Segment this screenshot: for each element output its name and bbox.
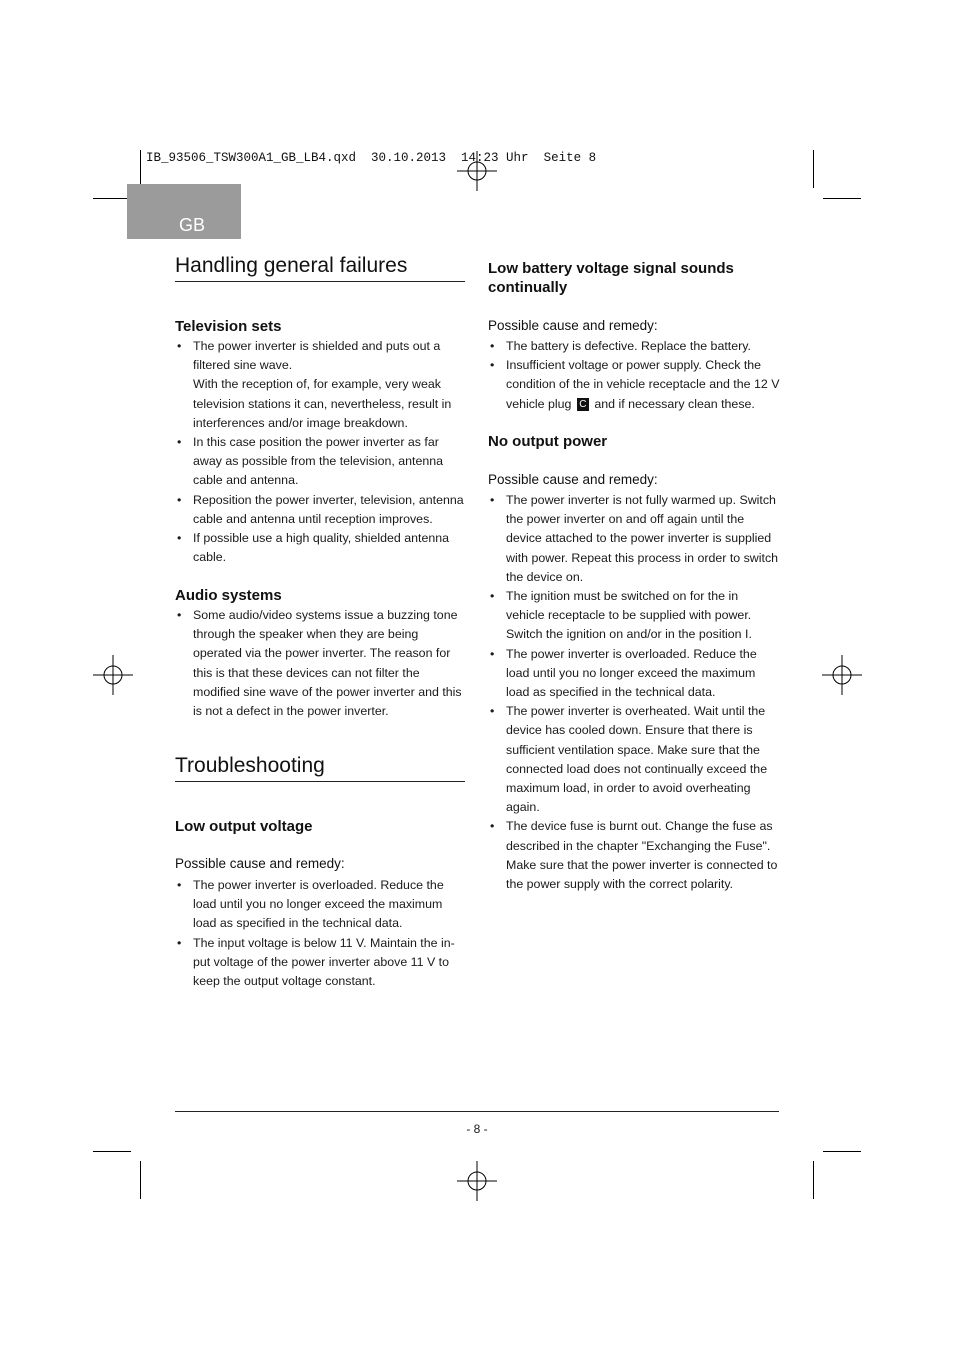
print-slug: IB_93506_TSW300A1_GB_LB4.qxd 30.10.2013 14:23 Uhr Seite 8 xyxy=(146,151,597,165)
no-output-list xyxy=(488,491,780,894)
crop-mark xyxy=(93,198,131,199)
list-item: • Some audio/video systems issue a buzzing tone through the speaker when they are being operated via the power inverter. The reason for this is that these devices can not filter the modified sine wave of the power inverter and this is not a defect in the power inverter. xyxy=(175,606,465,721)
registration-mark-icon xyxy=(93,655,133,695)
crop-mark xyxy=(823,1151,861,1152)
title-underline xyxy=(175,281,465,282)
crop-mark xyxy=(813,1161,814,1199)
crop-mark xyxy=(823,198,861,199)
list-item: • Insufficient voltage or power supply. Check the condition of the in vehicle receptacle and the 12 V vehicle plug C and if necessary clean these. xyxy=(488,356,780,414)
language-tab xyxy=(127,184,241,239)
heading-audio-systems: Audio systems xyxy=(175,587,282,604)
list-item: • The input voltage is below 11 V. Maintain the in-put voltage of the power inverter above 11 V to keep the output voltage constant. xyxy=(175,934,465,992)
section-title-troubleshooting: Troubleshooting xyxy=(175,754,325,777)
crop-mark xyxy=(93,1151,131,1152)
list-item: • The power inverter is overloaded. Reduce the load until you no longer exceed the maximum load as specified in the technical data. xyxy=(488,645,780,703)
list-item: • In this case position the power inverter as far away as possible from the television, antenna cable and antenna. xyxy=(175,433,465,491)
cause-label: Possible cause and remedy: xyxy=(488,318,658,333)
registration-mark-icon xyxy=(822,655,862,695)
crop-mark xyxy=(140,150,141,188)
heading-low-output-voltage: Low output voltage xyxy=(175,818,313,835)
list-item: • The power inverter is overheated. Wait until the device has cooled down. Ensure that there is sufficient ventilation space. Make sure that the connected load does not continually exceed the maximum load, in order to avoid overheating again. xyxy=(488,702,780,817)
cause-label: Possible cause and remedy: xyxy=(488,472,658,487)
crop-mark xyxy=(140,1161,141,1199)
heading-low-battery-signal: Low battery voltage signal sounds continually xyxy=(488,260,734,296)
audio-list xyxy=(175,606,465,721)
plug-c-icon: C xyxy=(577,398,589,411)
list-item: • The power inverter is shielded and puts out a filtered sine wave. With the reception of, for example, very weak television stations it can, nevertheless, result in interferences and/or image breakdown. xyxy=(175,337,465,433)
heading-television-sets: Television sets xyxy=(175,318,282,335)
heading-no-output-power: No output power xyxy=(488,433,608,450)
section-title-handling-failures: Handling general failures xyxy=(175,254,408,277)
title-underline xyxy=(175,781,465,782)
list-item: • The power inverter is overloaded. Reduce the load until you no longer exceed the maximum load as specified in the technical data. xyxy=(175,876,465,934)
list-item: • The power inverter is not fully warmed up. Switch the power inverter on and off again until the device attached to the power inverter is supplied with power. Repeat this process in order to switch the device on. xyxy=(488,491,780,587)
list-item: • The device fuse is burnt out. Change the fuse as described in the chapter "Exchanging the Fuse". Make sure that the power inverter is connected to the power supply with the correct polarity. xyxy=(488,817,780,894)
list-item: • Reposition the power inverter, television, antenna cable and antenna until reception improves. xyxy=(175,491,465,529)
crop-mark xyxy=(813,150,814,188)
low-battery-list xyxy=(488,337,780,414)
list-item: • The battery is defective. Replace the battery. xyxy=(488,337,780,356)
low-output-list xyxy=(175,876,465,991)
footer-rule xyxy=(175,1111,779,1112)
list-item: • If possible use a high quality, shielded antenna cable. xyxy=(175,529,465,567)
language-tab-label: GB xyxy=(179,215,206,235)
cause-label: Possible cause and remedy: xyxy=(175,856,345,871)
registration-mark-icon xyxy=(457,1161,497,1201)
page-number: - 8 - xyxy=(466,1122,488,1136)
list-item: • The ignition must be switched on for the in vehicle receptacle to be supplied with power. Switch the ignition on and/or in the position I. xyxy=(488,587,780,645)
tv-list xyxy=(175,337,465,567)
